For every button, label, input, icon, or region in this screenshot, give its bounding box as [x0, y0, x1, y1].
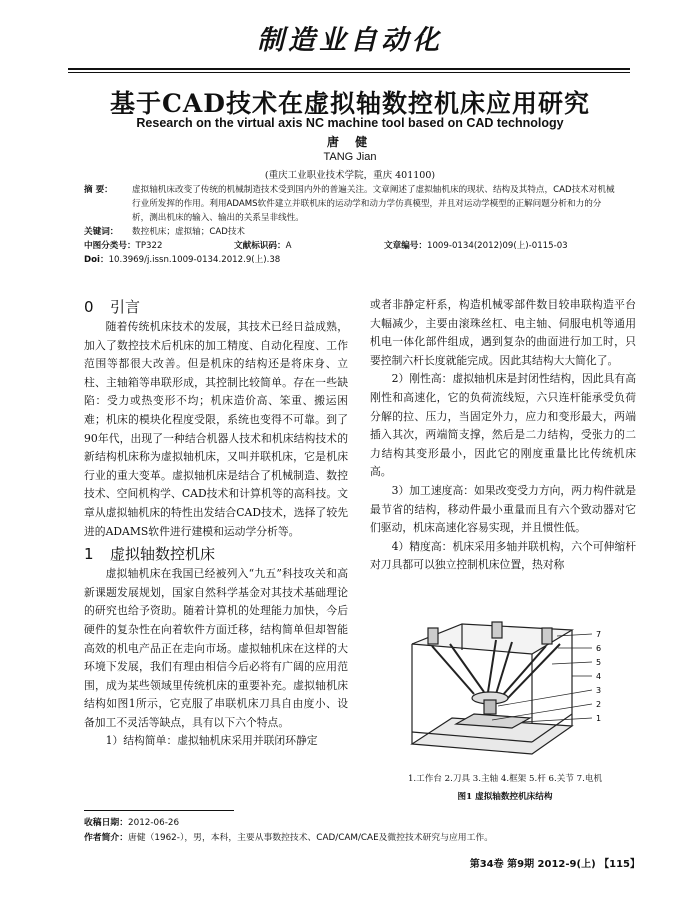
article-title-cn: 基于CAD技术在虚拟轴数控机床应用研究	[110, 89, 590, 118]
section-1-heading: 1 虚拟轴数控机床	[84, 545, 216, 564]
clc-label: 中图分类号：	[84, 241, 136, 251]
doc-code-value: A	[285, 241, 292, 251]
callout-5: 5	[596, 658, 602, 667]
callout-1: 1	[596, 714, 602, 723]
article-no-label: 文章编号：	[384, 241, 427, 251]
clc-value: TP322	[135, 241, 163, 251]
journal-masthead: 制造业自动化	[257, 25, 443, 56]
callout-6: 6	[596, 644, 602, 653]
keywords-label: 关键词：	[84, 227, 119, 237]
header-rule-thin	[68, 72, 630, 73]
abstract-block	[84, 183, 618, 267]
issue-footer: 第34卷 第9期 2012-9(上) 【115】	[469, 859, 640, 870]
section-1-paragraph-2: 1）结构简单：虚拟轴机床采用并联闭环静定	[105, 734, 318, 748]
article-no-value: 1009-0134(2012)09(上)-0115-03	[426, 241, 568, 251]
abstract-text: 虚拟轴机床改变了传统的机械制造技术受到国内外的普遍关注。文章阐述了虚拟轴机床的现状、结构及其特点，CAD技术对机械行业所发挥的作用。利用ADAMS软件建立并联机床的运动学和动力学仿真模型，并且对运动学模型的正解问题分析和力的分析，测出机床的输入、输出的关系呈非线性。	[132, 185, 615, 223]
footnote-bio	[84, 830, 493, 843]
abstract-label: 摘 要：	[84, 185, 113, 195]
doi-row	[84, 253, 618, 267]
doi-label: Doi：	[84, 255, 109, 265]
keywords-text: 数控机床；虚拟轴；CAD技术	[132, 227, 246, 237]
right-paragraph-speed: 3）加工速度高：如果改变受力方向，两力构件就是最节省的结构，移动件最小重量而且有六个致动器对它们驱动，机床高速化容易实现，并且惯性低。	[370, 483, 636, 535]
article-title-en: Research on the virtual axis NC machine tool based on CAD technology	[136, 116, 564, 130]
callout-4: 4	[596, 672, 602, 681]
section-0-heading: 0 引言	[84, 298, 141, 316]
callout-3: 3	[596, 686, 602, 695]
right-paragraph-precision: 4）精度高：机床采用多轴并联机构，六个可伸缩杆对刀具都可以独立控制机床位置，热对称	[370, 539, 636, 572]
section-1-paragraph-1: 虚拟轴机床在我国已经被列入“九五”科技攻关和高新课题发展规划，国家自然科学基金对其技术基础理论的研究也给予资助。随着计算机的处理能力加快，今后硬件的复杂性在向着软件方面迁移，结构简单但却智能高效的机电产品正在走向市场。虚拟轴机床在这样的大环境下发展，我们有理由相信今后必将有广阔的应用范围，成为某些领域里传统机床的重要补充。虚拟轴机床结构如图1所示，它克服了串联机床刀具自由度小、设备加工不灵活等缺点，具有以下六个特点。	[84, 567, 348, 729]
right-paragraph-rigidity: 2）刚性高：虚拟轴机床是封闭性结构，因此具有高刚性和高速化，它的负荷流线短，六只连杆能承受负荷分解的拉、压力，当固定外力，应力和变形最大，两端插入其次，两端简支撑，然后是二力结构，受张力的二力结构其变形最小，因此它的刚度重量比比传统机床高。	[370, 372, 636, 479]
bio-text: 唐健（1962-），男，本科，主要从事数控技术、CAD/CAM/CAE及微控技术研究与应用工作。	[128, 833, 493, 843]
figure-caption: 1.工作台 2.刀具 3.主轴 4.框架 5.杆 6.关节 7.电机	[407, 774, 603, 784]
section-0-paragraph: 随着传统机床技术的发展，其技术已经日益成熟，加入了数控技术后机床的加工精度、自动化程度、工作范围等都很大改善。但是机床的结构还是将床身、立柱、主轴箱等串联形成，其控制比较简单。存在一些缺陷：受力或热变形不均；机床造价高、笨重、搬运困难；机床的模块化程度受限，系统也变得不可靠。到了90年代，出现了一种结合机器人技术和机床结构技术的新结构机床称为虚拟轴机床，又叫并联机床，它是机床行业的重大变革。虚拟轴机床是结合了机械制造、数控技术、空间机构学、CAD技术和计算机等的高科技。文章从虚拟轴机床的特性出发结合CAD技术，选择了较先进的ADAMS软件进行建模和运动学分析等。	[84, 320, 348, 538]
footnote-rule	[84, 810, 234, 811]
received-label: 收稿日期：	[84, 818, 128, 828]
footnote-received	[84, 815, 179, 828]
machine-structure-figure	[392, 614, 622, 764]
author-name-en: TANG Jian	[323, 151, 377, 163]
doi-value: 10.3969/j.issn.1009-0134.2012.9(上).38	[108, 255, 281, 265]
keywords	[84, 225, 618, 239]
header-rule	[68, 68, 630, 70]
author-name-cn: 唐 健	[326, 135, 374, 149]
received-date: 2012-06-26	[128, 818, 180, 828]
classification-row	[84, 239, 618, 253]
callout-2: 2	[596, 700, 602, 709]
affiliation: (重庆工业职业技术学院，重庆 401100)	[264, 170, 436, 181]
callout-7: 7	[596, 630, 602, 639]
left-column	[84, 296, 348, 751]
figure-title: 图1 虚拟轴数控机床结构	[457, 792, 553, 802]
machine-drawing	[412, 622, 572, 754]
abstract	[84, 183, 618, 225]
right-paragraph-cont: 或者非静定杆系，构造机械零部件数目较串联构造平台大幅减少，主要由滚珠丝杠、电主轴、伺服电机等通用机电一体化部件组成，遇到复杂的曲面进行加工时，只要控制六杆长度就能完成。因此其结构大大简化了。	[370, 298, 636, 367]
doc-code-label: 文献标识码：	[234, 241, 286, 251]
right-column	[370, 296, 636, 575]
bio-label: 作者简介：	[84, 833, 128, 843]
